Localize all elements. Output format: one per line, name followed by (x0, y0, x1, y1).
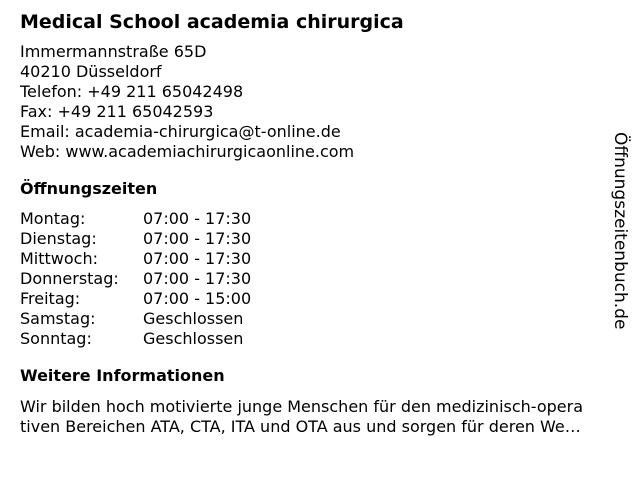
phone-line: Telefon: +49 211 65042498 (20, 82, 244, 101)
hours-row-friday (20, 289, 632, 309)
business-name: Medical School academia chirurgica (20, 11, 404, 33)
hours-row-saturday (20, 309, 632, 329)
more-info-text (20, 397, 630, 437)
more-info-line: tiven Bereichen ATA, CTA, ITA und OTA aus und sorgen für deren We… (20, 417, 581, 436)
web-line: Web: www.academiachirurgicaonline.com (20, 142, 355, 161)
day-label: Mittwoch: (20, 249, 98, 268)
day-label: Dienstag: (20, 229, 97, 248)
day-label: Freitag: (20, 289, 81, 308)
site-watermark: Öffnungszeitenbuch.de (610, 132, 630, 330)
time-value: 07:00 - 17:30 (143, 209, 252, 228)
business-card (20, 10, 632, 437)
address-city: 40210 Düsseldorf (20, 62, 162, 81)
more-info-line: Wir bilden hoch motivierte junge Menschen für den medizinisch-opera (20, 397, 584, 416)
time-value: Geschlossen (143, 309, 244, 328)
day-label: Sonntag: (20, 329, 92, 348)
hours-row-sunday (20, 329, 632, 349)
time-value: 07:00 - 15:00 (143, 289, 252, 308)
time-value: 07:00 - 17:30 (143, 249, 252, 268)
fax-line: Fax: +49 211 65042593 (20, 102, 214, 121)
more-info-heading: Weitere Informationen (20, 366, 225, 385)
address-street: Immermannstraße 65D (20, 42, 207, 61)
contact-block (20, 42, 632, 162)
day-label: Donnerstag: (20, 269, 119, 288)
hours-row-tuesday (20, 229, 632, 249)
email-line: Email: academia-chirurgica@t-online.de (20, 122, 341, 141)
hours-row-thursday (20, 269, 632, 289)
day-label: Montag: (20, 209, 86, 228)
time-value: Geschlossen (143, 329, 244, 348)
time-value: 07:00 - 17:30 (143, 269, 252, 288)
opening-hours-table (20, 209, 632, 349)
hours-row-monday (20, 209, 632, 229)
day-label: Samstag: (20, 309, 96, 328)
opening-hours-heading: Öffnungszeiten (20, 179, 158, 198)
time-value: 07:00 - 17:30 (143, 229, 252, 248)
hours-row-wednesday (20, 249, 632, 269)
